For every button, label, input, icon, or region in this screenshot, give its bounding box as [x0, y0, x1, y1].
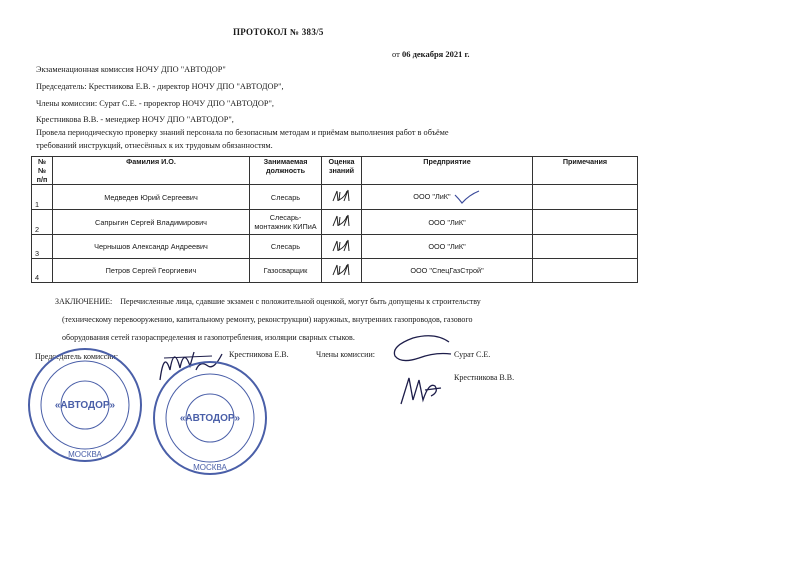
- row-name: Чернышов Александр Андреевич: [53, 235, 250, 259]
- member2-name: Крестникова В.В.: [454, 373, 515, 382]
- personnel-table: [31, 156, 638, 283]
- purpose-line2: требований инструкций, отнесённых к их трудовым обязанностям.: [36, 141, 273, 150]
- row-num: 2: [32, 210, 53, 235]
- row-name: Медведев Юрий Сергеевич: [53, 185, 250, 210]
- chairman-line: [36, 82, 284, 91]
- conclusion-text1: Перечисленные лица, сдавшие экзамен с положительной оценкой, могут быть допущены к строительству: [120, 297, 481, 306]
- row-notes: [533, 259, 638, 283]
- row-grade-signature: [322, 185, 362, 210]
- stamp-city-text: МОСКВА: [193, 463, 227, 472]
- row-grade-signature: [322, 259, 362, 283]
- member1-text: Сурат С.Е. - проректор НОЧУ ДПО "АВТОДОР",: [99, 99, 274, 108]
- row-position: Слесарь: [250, 235, 322, 259]
- row-company: ООО "ЛиК": [362, 235, 533, 259]
- member2-handwritten-signature: [395, 370, 445, 410]
- members-signature-label: Члены комиссии:: [316, 350, 375, 359]
- conclusion-line1: [55, 297, 481, 306]
- header-name: Фамилия И.О.: [53, 157, 250, 185]
- header-position: Занимаемая должность: [250, 157, 322, 185]
- conclusion-label: ЗАКЛЮЧЕНИЕ:: [55, 297, 113, 306]
- table-row: [32, 259, 638, 283]
- header-grade: Оценка знаний: [322, 157, 362, 185]
- table-row: [32, 210, 638, 235]
- date-prefix: от: [392, 49, 400, 59]
- row-num: 4: [32, 259, 53, 283]
- checkmark-icon: [453, 189, 481, 205]
- page-title: ПРОТОКОЛ № 383/5: [233, 27, 324, 37]
- round-stamp-left: [25, 345, 145, 465]
- members-line: [36, 99, 274, 108]
- row-position: Слесарь-монтажник КИПиА: [250, 210, 322, 235]
- row-company: ООО "СпецГазСтрой": [362, 259, 533, 283]
- chairman-signature-label: Председатель комиссии:: [35, 352, 119, 361]
- header-notes: Примечания: [533, 157, 638, 185]
- purpose-line1: Провела периодическую проверку знаний персонала по безопасным методам и приёмам выполнения работ в объёме: [36, 128, 449, 137]
- row-position: Слесарь: [250, 185, 322, 210]
- header-num: №№ п/п: [32, 157, 53, 185]
- member1-name: Сурат С.Е.: [454, 350, 491, 359]
- row-company: ООО "ЛиК": [362, 210, 533, 235]
- member2-line: Крестникова В.В. - менеджер НОЧУ ДПО "АВТОДОР",: [36, 115, 234, 124]
- stamp-city-text: МОСКВА: [68, 450, 102, 459]
- table-header-row: [32, 157, 638, 185]
- chairman-text: Крестникова Е.В. - директор НОЧУ ДПО "АВТОДОР",: [88, 82, 284, 91]
- round-stamp-right: [150, 358, 270, 478]
- row-name: Петров Сергей Георгиевич: [53, 259, 250, 283]
- row-notes: [533, 235, 638, 259]
- header-company: Предприятие: [362, 157, 533, 185]
- members-label: Члены комиссии:: [36, 99, 98, 108]
- row-notes: [533, 210, 638, 235]
- row-num: 1: [32, 185, 53, 210]
- table-row: [32, 185, 638, 210]
- row-num: 3: [32, 235, 53, 259]
- chairman-name: Крестникова Е.В.: [229, 350, 289, 359]
- protocol-date: [392, 49, 470, 59]
- conclusion-line2: (техническому перевооружению, капитальному ремонту, реконструкции) наружных, внутренних газопроводов, газового: [62, 315, 473, 324]
- row-name: Сапрыгин Сергей Владимирович: [53, 210, 250, 235]
- row-company: ООО "ЛиК": [362, 185, 533, 210]
- table-row: [32, 235, 638, 259]
- row-grade-signature: [322, 210, 362, 235]
- member1-handwritten-signature: [385, 332, 455, 366]
- stamp-center-text: «АВТОДОР»: [179, 413, 241, 424]
- row-notes: [533, 185, 638, 210]
- conclusion-line3: оборудования сетей газораспределения и газопотребления, изоляции сварных стыков.: [62, 333, 355, 342]
- commission-line: Экзаменационная комиссия НОЧУ ДПО "АВТОДОР": [36, 65, 226, 74]
- row-grade-signature: [322, 235, 362, 259]
- stamp-center-text: «АВТОДОР»: [54, 400, 116, 411]
- redacted-area: [630, 38, 800, 156]
- date-value: 06 декабря 2021 г.: [401, 49, 470, 59]
- row-position: Газосварщик: [250, 259, 322, 283]
- chairman-label: Председатель:: [36, 82, 87, 91]
